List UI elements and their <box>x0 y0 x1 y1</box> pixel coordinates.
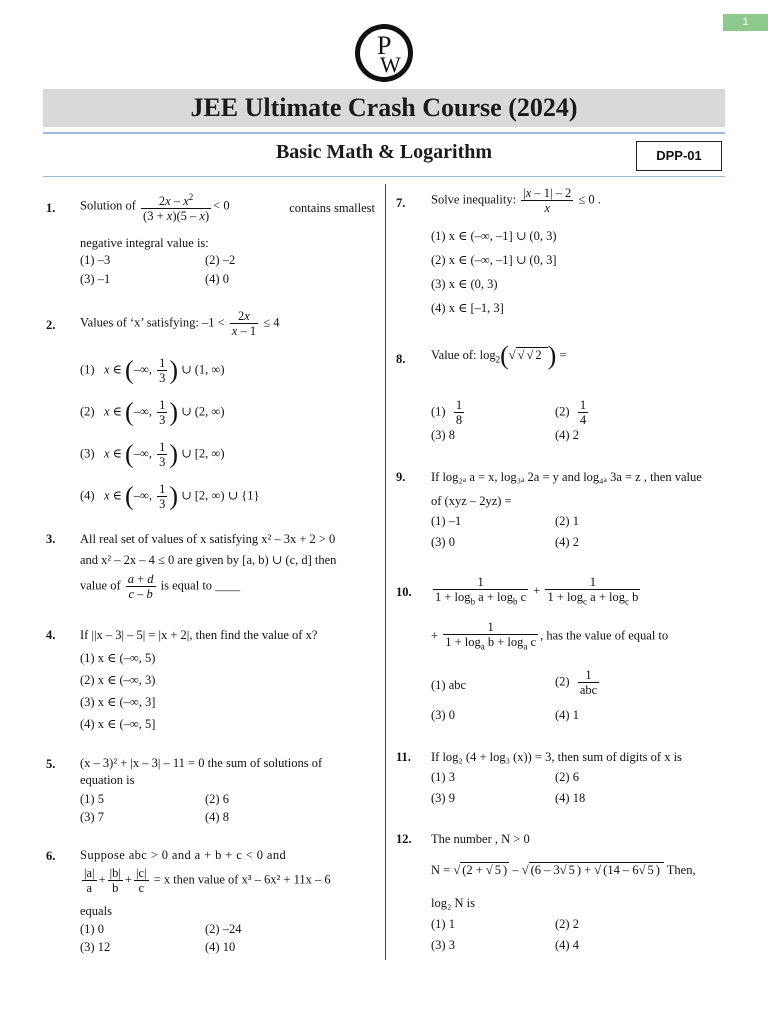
option[interactable]: (1) abc <box>431 678 467 692</box>
option[interactable]: (2) 1 <box>555 514 579 528</box>
option[interactable]: (2) $\frac{1}{\text{abc}}$ <box>555 668 598 697</box>
option[interactable]: (2) 6 <box>555 770 579 784</box>
option[interactable]: (3) 8 <box>431 428 455 442</box>
q12-text-a: The number , N > 0 <box>431 832 530 846</box>
option[interactable]: (4) 2 <box>555 428 579 442</box>
question-8-body: Value of: $\log_2(√$ √ √ 2 ) = <box>431 341 567 370</box>
q2-text: Values of ‘x’ satisfying: <box>80 315 199 330</box>
q1-text-b: contains smallest <box>289 201 375 215</box>
q9-text-a: If log₂ₐ a = x, log₃ₐ 2a = y and log₄ₐ 3a = z , then value <box>431 470 702 484</box>
question-number: 4. <box>46 628 56 642</box>
q6-text-a: Suppose abc > 0 and a + b + c < 0 and <box>80 848 287 862</box>
q4-text: If ||x – 3| – 5| = |x + 2|, then find the value of x? <box>80 628 318 642</box>
option[interactable]: (1) 0 <box>80 922 104 936</box>
question-3-line3: value of $\frac{a + d}{c - b}$ is equal to ____ <box>80 572 241 601</box>
q3-text-a: All real set of values of x satisfying x² – 3x + 2 > 0 <box>80 532 336 546</box>
option[interactable]: (1) 1 <box>431 917 455 931</box>
q1-text: Solution of <box>80 198 136 213</box>
option[interactable]: (1) 5 <box>80 792 104 806</box>
page-number-badge: 1 <box>723 14 768 31</box>
question-12-equation: N = √ (2 + √ 5 ) – √ (6 – 3√ 5 ) + √ (14 – 6√ 5 ) Then, <box>431 863 696 877</box>
option[interactable]: (3) 9 <box>431 791 455 805</box>
option[interactable]: (3) 12 <box>80 940 111 954</box>
option[interactable]: (1) –1 <box>431 514 462 528</box>
question-number: 11. <box>396 750 411 764</box>
option[interactable]: (3) 7 <box>80 810 104 824</box>
option[interactable]: (2) $\frac{1}{4}$ <box>555 398 587 427</box>
option[interactable]: (4) x ∈ (–∞, $\frac{1}{3}$ ) ∪ [2, ∞) ∪ {1} <box>80 481 260 511</box>
option[interactable]: (1) x ∈ (–∞, –1] ∪ (0, 3) <box>431 229 557 243</box>
document-title: JEE Ultimate Crash Course (2024) <box>43 89 725 127</box>
question-number: 10. <box>396 585 412 599</box>
option[interactable]: (4) 10 <box>205 940 236 954</box>
option[interactable]: (4) 4 <box>555 938 579 952</box>
question-number: 6. <box>46 849 56 863</box>
question-7-body: Solve inequality: $\frac{|x - 1| - 2}{x}$ ≤ 0 . <box>431 186 601 215</box>
option[interactable]: (1) x ∈ (–∞, 5) <box>80 651 156 665</box>
option[interactable]: (2) 2 <box>555 917 579 931</box>
option[interactable]: (2) –24 <box>205 922 242 936</box>
question-10-line1: $\frac{1}{1 + \log_b a + \log_b c}$ + $\frac{1}{1 + \log_c a + \log_c b}$ <box>435 575 639 607</box>
option[interactable]: (2) –2 <box>205 253 236 267</box>
svg-text:P: P <box>377 31 392 60</box>
question-6-line2: $\frac{|a|}{a}$ + $\frac{|b|}{b}$ + $\frac{|c|}{c}$ = x then value of x³ – 6x² + 11x – 6 <box>84 866 331 895</box>
option[interactable]: (4) x ∈ (–∞, 5] <box>80 717 156 731</box>
document-subtitle: Basic Math & Logarithm <box>275 141 493 163</box>
q6-text-c: equals <box>80 904 112 918</box>
option[interactable]: (2) x ∈ (–∞, –1] ∪ (0, 3] <box>431 253 557 267</box>
option[interactable]: (3) –1 <box>80 272 111 286</box>
option[interactable]: (3) 3 <box>431 938 455 952</box>
option[interactable]: (3) 0 <box>431 535 455 549</box>
option[interactable]: (2) x ∈ (–∞, $\frac{1}{3}$ ) ∪ (2, ∞) <box>80 397 225 427</box>
option[interactable]: (3) x ∈ (0, 3) <box>431 277 498 291</box>
column-divider <box>385 184 386 960</box>
option[interactable]: (4) 1 <box>555 708 579 722</box>
option[interactable]: (3) x ∈ (–∞, $\frac{1}{3}$ ) ∪ [2, ∞) <box>80 439 225 469</box>
question-number: 3. <box>46 532 56 546</box>
q1-text-c: negative integral value is: <box>80 236 209 250</box>
option[interactable]: (4) 0 <box>205 272 229 286</box>
question-number: 12. <box>396 832 412 846</box>
subtitle-divider <box>43 176 725 177</box>
option[interactable]: (1) x ∈ (–∞, $\frac{1}{3}$ ) ∪ (1, ∞) <box>80 355 225 385</box>
option[interactable]: (4) 18 <box>555 791 586 805</box>
pw-logo <box>354 20 414 86</box>
q11-text: If log₂ (4 + log₃ (x)) = 3, then sum of digits of x is <box>431 750 682 764</box>
q5-text-a: (x – 3)² + |x – 3| – 11 = 0 the sum of solutions of <box>80 756 323 770</box>
option[interactable]: (4) 8 <box>205 810 229 824</box>
q3-text-b: and x² – 2x – 4 ≤ 0 are given by [a, b) ∪ (c, d] then <box>80 553 337 567</box>
option[interactable]: (4) x ∈ [–1, 3] <box>431 301 504 315</box>
question-number: 9. <box>396 470 406 484</box>
question-number: 7. <box>396 196 406 210</box>
q12-text-c: log₂ N is <box>431 896 475 910</box>
question-number: 2. <box>46 318 56 332</box>
option[interactable]: (2) 6 <box>205 792 229 806</box>
option[interactable]: (3) x ∈ (–∞, 3] <box>80 695 156 709</box>
option[interactable]: (2) x ∈ (–∞, 3) <box>80 673 156 687</box>
question-2-body: Values of ‘x’ satisfying: –1 < $\frac{2x}{x - 1}$ ≤ 4 <box>80 309 280 338</box>
option[interactable]: (1) –3 <box>80 253 111 267</box>
option[interactable]: (1) $\frac{1}{8}$ <box>431 398 463 427</box>
question-10-line2: + $\frac{1}{1 + \log_a b + \log_a c}$ , has the value of equal to <box>431 620 669 652</box>
q1-fraction: $\frac{2x - x^2}{(3 + x)(5 - x)}$ <box>143 192 210 224</box>
dpp-label: DPP-01 <box>636 141 722 171</box>
question-1-body: Solution of $\frac{2x - x^2}{(3 + x)(5 - x)}$ < 0 contains smallest <box>80 192 375 224</box>
question-number: 8. <box>396 352 406 366</box>
svg-text:W: W <box>380 52 401 77</box>
question-number: 5. <box>46 757 56 771</box>
option[interactable]: (4) 2 <box>555 535 579 549</box>
option[interactable]: (1) 3 <box>431 770 455 784</box>
option[interactable]: (3) 0 <box>431 708 455 722</box>
q9-text-b: of (xyz – 2yz) = <box>431 494 512 508</box>
title-divider <box>43 132 725 134</box>
q5-text-b: equation is <box>80 773 135 787</box>
question-number: 1. <box>46 201 56 215</box>
